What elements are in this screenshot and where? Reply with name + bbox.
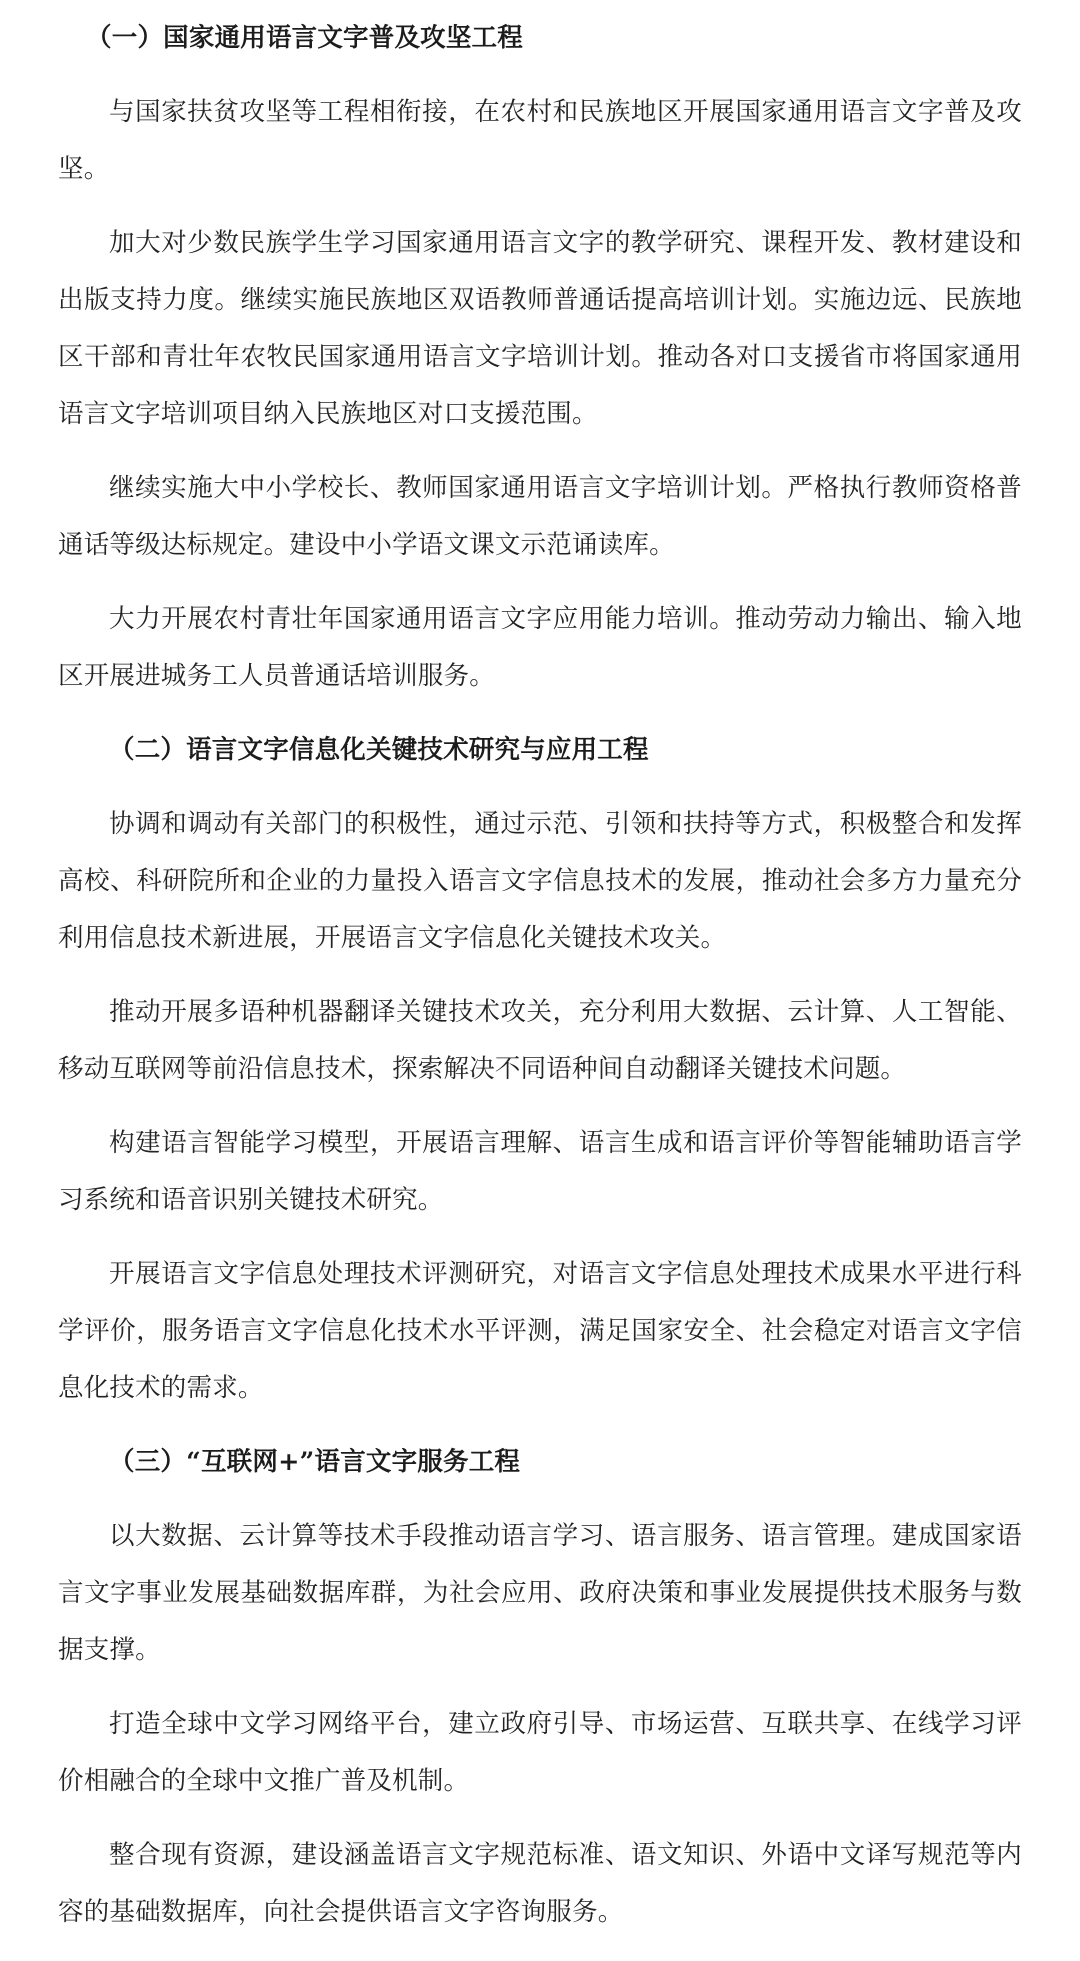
section-heading: （三）“互联网+”语言文字服务工程 xyxy=(109,1447,521,1477)
paragraph-spacer xyxy=(58,779,1022,796)
paragraph-spacer xyxy=(58,67,1022,84)
body-paragraph: 整合现有资源，建设涵盖语言文字规范标准、语文知识、外语中文译写规范等内容的基础数据库，向社会提供语言文字咨询服务。 xyxy=(58,1840,1022,1927)
paragraph-spacer xyxy=(58,198,1022,215)
body-paragraph: 与国家扶贫攻坚等工程相衔接，在农村和民族地区开展国家通用语言文字普及攻坚。 xyxy=(58,97,1022,184)
paragraph-spacer xyxy=(58,967,1022,984)
body-paragraph: 大力开展农村青壮年国家通用语言文字应用能力培训。推动劳动力输出、输入地区开展进城务工人员普通话培训服务。 xyxy=(58,604,1022,691)
section-heading: （一）国家通用语言文字普及攻坚工程 xyxy=(86,23,523,53)
paragraph-spacer xyxy=(58,443,1022,460)
paragraph-spacer xyxy=(58,1229,1022,1246)
body-paragraph: 协调和调动有关部门的积极性，通过示范、引领和扶持等方式，积极整合和发挥高校、科研院所和企业的力量投入语言文字信息技术的发展，推动社会多方力量充分利用信息技术新进展，开展语言文字信息化关键技术攻关。 xyxy=(58,809,1022,953)
body-paragraph: 以大数据、云计算等技术手段推动语言学习、语言服务、语言管理。建成国家语言文字事业发展基础数据库群，为社会应用、政府决策和事业发展提供技术服务与数据支撑。 xyxy=(58,1521,1022,1665)
paragraph-spacer xyxy=(58,1491,1022,1508)
paragraph-spacer xyxy=(58,1417,1022,1434)
body-paragraph: 打造全球中文学习网络平台，建立政府引导、市场运营、互联共享、在线学习评价相融合的全球中文推广普及机制。 xyxy=(58,1709,1022,1796)
body-paragraph: 继续实施大中小学校长、教师国家通用语言文字培训计划。严格执行教师资格普通话等级达标规定。建设中小学语文课文示范诵读库。 xyxy=(58,473,1022,560)
paragraph-spacer xyxy=(58,1679,1022,1696)
paragraph-spacer xyxy=(58,574,1022,591)
section-heading: （二）语言文字信息化关键技术研究与应用工程 xyxy=(109,735,649,765)
body-paragraph: 开展语言文字信息处理技术评测研究，对语言文字信息处理技术成果水平进行科学评价，服务语言文字信息化技术水平评测，满足国家安全、社会稳定对语言文字信息化技术的需求。 xyxy=(58,1259,1022,1403)
paragraph-spacer xyxy=(58,1098,1022,1115)
document-body xyxy=(58,10,1022,1941)
body-paragraph: 加大对少数民族学生学习国家通用语言文字的教学研究、课程开发、教材建设和出版支持力度。继续实施民族地区双语教师普通话提高培训计划。实施边远、民族地区干部和青壮年农牧民国家通用语言文字培训计划。推动各对口支援省市将国家通用语言文字培训项目纳入民族地区对口支援范围。 xyxy=(58,228,1022,429)
paragraph-spacer xyxy=(58,705,1022,722)
body-paragraph: 构建语言智能学习模型，开展语言理解、语言生成和语言评价等智能辅助语言学习系统和语音识别关键技术研究。 xyxy=(58,1128,1022,1215)
body-paragraph: 推动开展多语种机器翻译关键技术攻关，充分利用大数据、云计算、人工智能、移动互联网等前沿信息技术，探索解决不同语种间自动翻译关键技术问题。 xyxy=(58,997,1022,1084)
paragraph-spacer xyxy=(58,1810,1022,1827)
